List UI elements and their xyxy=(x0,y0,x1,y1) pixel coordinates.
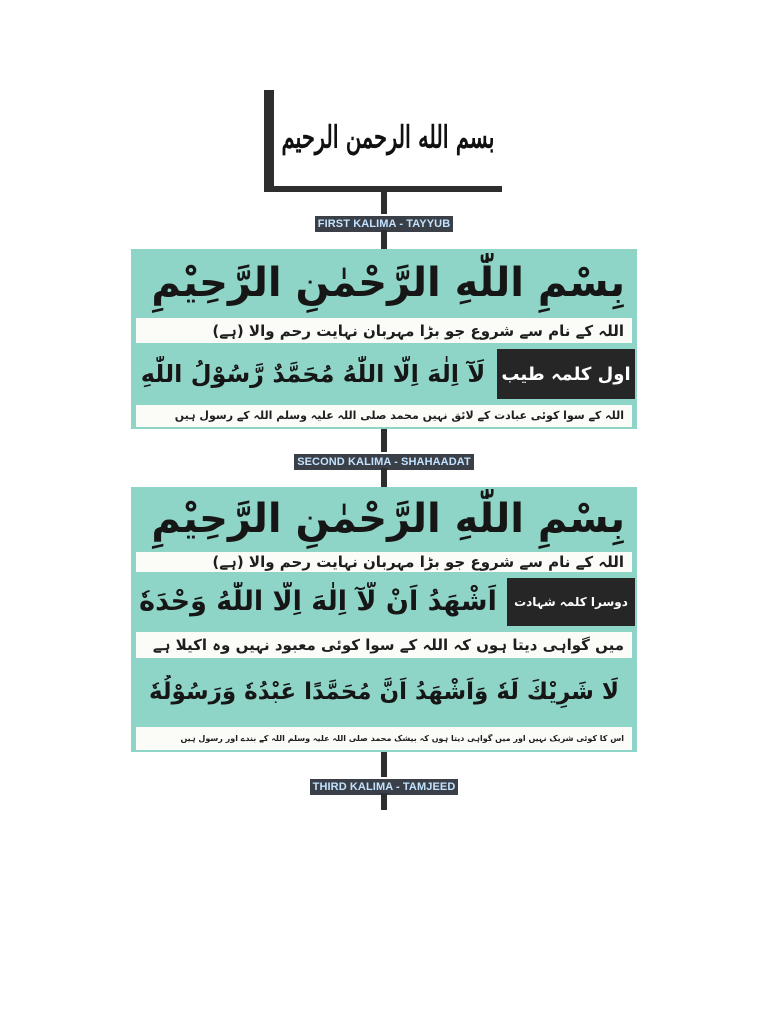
kalima-translation: اس کا کوئی شریک نہیں اور میں گواہی دیتا ہوں کہ بیشک محمد صلی اللہ علیہ وسلم اللہ کے بندے اور رسول ہیں xyxy=(180,733,624,743)
kalima-panel-second xyxy=(131,487,637,752)
bismillah-calligraphy-header xyxy=(264,90,502,192)
kalima-title: اول کلمہ طیب xyxy=(501,363,631,385)
kalima-arabic-line: لَآ اِلٰهَ اِلَّا اللّٰهُ مُحَمَّدٌ رَّسُوْلُ اللّٰهِ xyxy=(140,360,486,388)
translation-strip xyxy=(136,632,632,658)
section-label-text: THIRD KALIMA - TAMJEED xyxy=(310,779,459,795)
connector-line xyxy=(381,192,387,214)
translation-strip xyxy=(136,552,632,572)
section-label-second xyxy=(0,452,768,468)
kalima-translation: میں گواہی دیتا ہوں کہ اللہ کے سوا کوئی معبود نہیں وہ اکیلا ہے xyxy=(152,636,624,654)
connector-line xyxy=(381,429,387,452)
connector-line xyxy=(381,752,387,777)
bismillah-translation: اللہ کے نام سے شروع جو بڑا مہربان نہایت رحم والا (ہے) xyxy=(212,553,624,571)
calligraphy-box xyxy=(280,96,496,178)
kalima-arabic-line: اَشْهَدُ اَنْ لَّآ اِلٰهَ اِلَّا اللّٰهُ وَحْدَهٗ xyxy=(139,585,497,617)
bismillah-calligraphy: بسم الله الرحمن الرحيم xyxy=(281,118,495,155)
translation-row xyxy=(131,630,637,660)
translation-row xyxy=(131,725,637,752)
bismillah-row xyxy=(131,249,637,316)
connector-line xyxy=(381,793,387,810)
kalima-panel-first xyxy=(131,249,637,429)
section-label-third xyxy=(0,777,768,793)
kalima-title: دوسرا کلمہ شہادت xyxy=(514,595,628,609)
bismillah-line: بِسْمِ اللّٰهِ الرَّحْمٰنِ الرَّحِيْمِ xyxy=(151,259,625,306)
kalima-row xyxy=(131,660,637,725)
translation-strip xyxy=(136,318,632,343)
kalima-translation: اللہ کے سوا کوئی عبادت کے لائق نہیں محمد صلی اللہ علیہ وسلم اللہ کے رسول ہیں xyxy=(174,409,624,422)
translation-row xyxy=(131,316,637,345)
section-label-text: FIRST KALIMA - TAYYUB xyxy=(315,216,453,232)
section-label-first xyxy=(0,214,768,230)
bismillah-line: بِسْمِ اللّٰهِ الرَّحْمٰنِ الرَّحِيْمِ xyxy=(151,495,625,542)
bismillah-translation: اللہ کے نام سے شروع جو بڑا مہربان نہایت رحم والا (ہے) xyxy=(212,321,624,340)
bismillah-row xyxy=(131,487,637,550)
translation-row xyxy=(131,403,637,429)
kalima-title-box xyxy=(507,578,635,626)
connector-line xyxy=(381,468,387,487)
kalima-title-box xyxy=(497,349,635,399)
translation-strip xyxy=(136,727,632,750)
translation-row xyxy=(131,550,637,574)
kalima-row xyxy=(131,574,637,630)
frame-left-bar xyxy=(264,90,274,192)
kalima-row xyxy=(131,345,637,403)
connector-line xyxy=(381,230,387,249)
translation-strip xyxy=(136,405,632,427)
section-label-text: SECOND KALIMA - SHAHAADAT xyxy=(294,454,474,470)
kalima-arabic-line: لَا شَرِيْكَ لَهٗ وَاَشْهَدُ اَنَّ مُحَمَّدًا عَبْدُهٗ وَرَسُوْلُهٗ xyxy=(148,679,620,706)
